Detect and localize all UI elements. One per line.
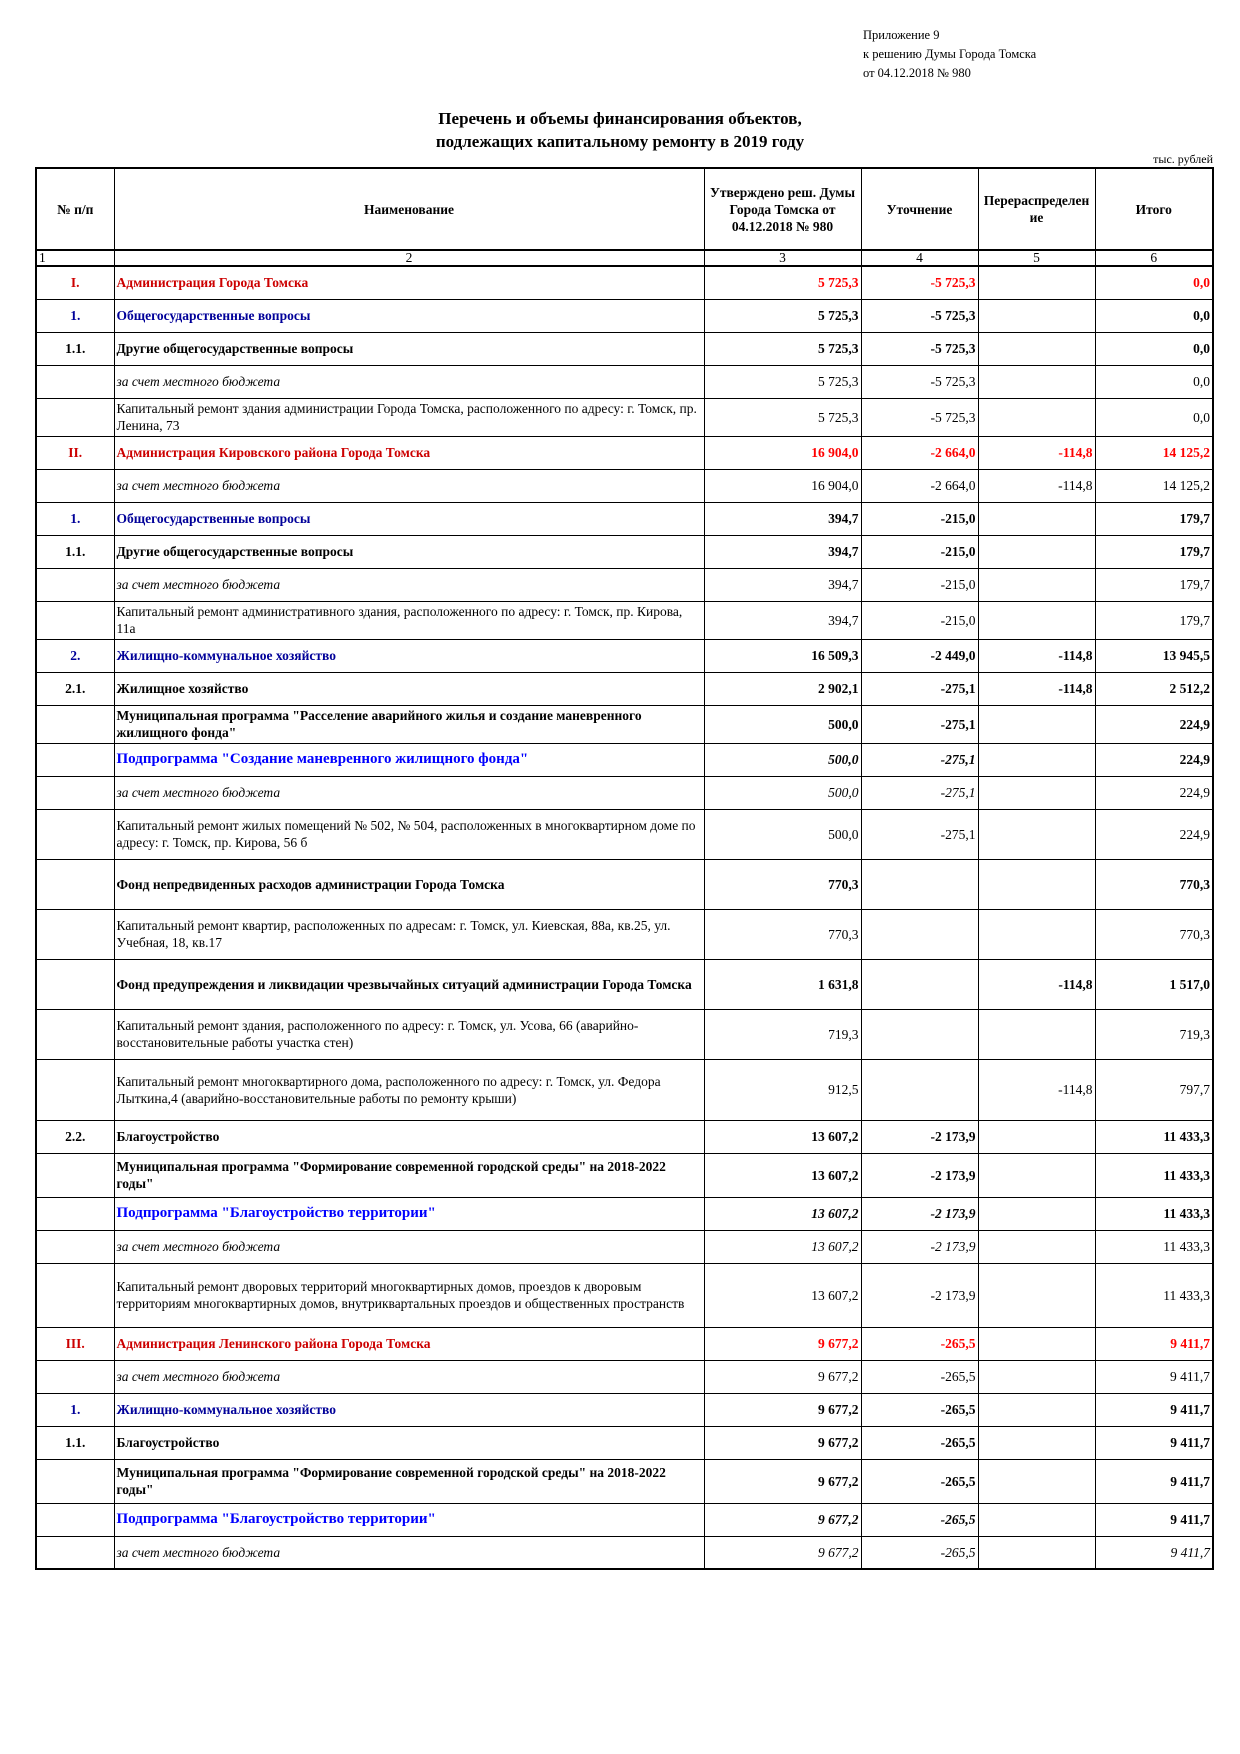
row-approved: 770,3 (704, 909, 861, 959)
row-redistributed (978, 1536, 1095, 1569)
row-total: 9 411,7 (1095, 1426, 1213, 1459)
row-number (36, 365, 114, 398)
row-total: 2 512,2 (1095, 672, 1213, 705)
appendix-line-1: Приложение 9 (863, 28, 940, 42)
row-refined: -215,0 (861, 502, 978, 535)
row-name: Капитальный ремонт жилых помещений № 502, № 504, расположенных в многоквартирном доме по адресу: г. Томск, пр. Кирова, 56 б (114, 809, 704, 859)
appendix-line-2: к решению Думы Города Томска (863, 47, 1037, 61)
row-approved: 500,0 (704, 705, 861, 743)
table-row (36, 1426, 1213, 1459)
appendix-line-3: от 04.12.2018 № 980 (863, 66, 971, 80)
row-approved: 16 904,0 (704, 469, 861, 502)
col-number-1: 1 (36, 250, 114, 266)
table-row (36, 332, 1213, 365)
row-total: 9 411,7 (1095, 1393, 1213, 1426)
row-number: 2.2. (36, 1120, 114, 1153)
row-number (36, 776, 114, 809)
row-refined: -265,5 (861, 1360, 978, 1393)
table-row (36, 859, 1213, 909)
row-refined (861, 1009, 978, 1059)
units-label: тыс. рублей (1153, 152, 1213, 166)
header-col-redistributed: Перераспределение (978, 168, 1095, 250)
table-row (36, 1059, 1213, 1120)
row-approved: 500,0 (704, 776, 861, 809)
row-number (36, 1263, 114, 1327)
row-approved: 1 631,8 (704, 959, 861, 1009)
row-name: Жилищно-коммунальное хозяйство (114, 639, 704, 672)
row-redistributed (978, 909, 1095, 959)
row-redistributed (978, 1360, 1095, 1393)
row-approved: 5 725,3 (704, 299, 861, 332)
row-refined: -215,0 (861, 535, 978, 568)
row-number: 1.1. (36, 1426, 114, 1459)
row-redistributed (978, 776, 1095, 809)
row-total: 0,0 (1095, 266, 1213, 299)
row-approved: 500,0 (704, 809, 861, 859)
row-name: Муниципальная программа "Формирование современной городской среды" на 2018-2022 годы" (114, 1459, 704, 1503)
row-approved: 9 677,2 (704, 1459, 861, 1503)
row-refined (861, 1059, 978, 1120)
header-col-number: № п/п (36, 168, 114, 250)
row-name: Капитальный ремонт дворовых территорий многоквартирных домов, проездов к дворовым территориям многоквартирных домов, внутриквартальных проездов и общественных пространств (114, 1263, 704, 1327)
table-row (36, 1263, 1213, 1327)
row-name: Капитальный ремонт здания, расположенного по адресу: г. Томск, ул. Усова, 66 (аварийно-восстановительные работы участка стен) (114, 1009, 704, 1059)
row-name: Администрация Кировского района Города Томска (114, 436, 704, 469)
row-refined: -265,5 (861, 1459, 978, 1503)
row-number (36, 909, 114, 959)
row-approved: 719,3 (704, 1009, 861, 1059)
row-name: Муниципальная программа "Формирование современной городской среды" на 2018-2022 годы" (114, 1153, 704, 1197)
row-refined: -265,5 (861, 1327, 978, 1360)
row-total: 224,9 (1095, 705, 1213, 743)
col-number-5: 5 (978, 250, 1095, 266)
row-redistributed: -114,8 (978, 959, 1095, 1009)
row-total: 11 433,3 (1095, 1197, 1213, 1230)
row-total: 0,0 (1095, 299, 1213, 332)
row-redistributed (978, 365, 1095, 398)
table-row (36, 1009, 1213, 1059)
table-row (36, 568, 1213, 601)
row-redistributed (978, 1327, 1095, 1360)
column-number-row (36, 250, 1213, 266)
table-row (36, 502, 1213, 535)
row-refined (861, 909, 978, 959)
row-number (36, 1360, 114, 1393)
row-redistributed (978, 705, 1095, 743)
row-refined: -275,1 (861, 776, 978, 809)
row-total: 14 125,2 (1095, 469, 1213, 502)
row-name: Благоустройство (114, 1120, 704, 1153)
row-name: Фонд непредвиденных расходов администрации Города Томска (114, 859, 704, 909)
row-number (36, 743, 114, 776)
row-total: 9 411,7 (1095, 1536, 1213, 1569)
row-approved: 5 725,3 (704, 266, 861, 299)
row-number (36, 1009, 114, 1059)
table-row (36, 1536, 1213, 1569)
financing-table (35, 167, 1214, 1570)
row-name: Подпрограмма "Благоустройство территории" (114, 1197, 704, 1230)
row-name: Жилищное хозяйство (114, 672, 704, 705)
row-total: 11 433,3 (1095, 1120, 1213, 1153)
document-title-line-1: Перечень и объемы финансирования объектов, (438, 109, 802, 128)
row-redistributed (978, 1503, 1095, 1536)
row-name: Общегосударственные вопросы (114, 299, 704, 332)
row-approved: 5 725,3 (704, 365, 861, 398)
row-total: 224,9 (1095, 809, 1213, 859)
row-total: 9 411,7 (1095, 1327, 1213, 1360)
row-total: 14 125,2 (1095, 436, 1213, 469)
row-redistributed: -114,8 (978, 1059, 1095, 1120)
row-number (36, 809, 114, 859)
row-redistributed (978, 1230, 1095, 1263)
row-approved: 13 607,2 (704, 1153, 861, 1197)
row-redistributed (978, 1263, 1095, 1327)
row-number (36, 1197, 114, 1230)
row-refined: -5 725,3 (861, 299, 978, 332)
row-approved: 9 677,2 (704, 1426, 861, 1459)
row-total: 11 433,3 (1095, 1263, 1213, 1327)
row-redistributed: -114,8 (978, 672, 1095, 705)
row-approved: 13 607,2 (704, 1263, 861, 1327)
row-number (36, 1459, 114, 1503)
row-refined: -275,1 (861, 809, 978, 859)
row-approved: 9 677,2 (704, 1536, 861, 1569)
row-redistributed (978, 1459, 1095, 1503)
row-redistributed (978, 398, 1095, 436)
row-refined: -215,0 (861, 568, 978, 601)
row-redistributed (978, 299, 1095, 332)
table-row (36, 639, 1213, 672)
table-row (36, 959, 1213, 1009)
row-refined: -275,1 (861, 672, 978, 705)
row-total: 179,7 (1095, 568, 1213, 601)
row-name: за счет местного бюджета (114, 568, 704, 601)
row-number (36, 1536, 114, 1569)
row-total: 179,7 (1095, 535, 1213, 568)
row-number: 1.1. (36, 332, 114, 365)
row-total: 224,9 (1095, 776, 1213, 809)
table-row (36, 1197, 1213, 1230)
row-refined: -265,5 (861, 1536, 978, 1569)
row-total: 770,3 (1095, 909, 1213, 959)
table-row (36, 776, 1213, 809)
row-approved: 16 904,0 (704, 436, 861, 469)
row-refined: -5 725,3 (861, 266, 978, 299)
row-name: Муниципальная программа "Расселение аварийного жилья и создание маневренного жилищного фонда" (114, 705, 704, 743)
table-row (36, 601, 1213, 639)
row-approved: 5 725,3 (704, 332, 861, 365)
row-name: Капитальный ремонт здания администрации Города Томска, расположенного по адресу: г. Томск, пр. Ленина, 73 (114, 398, 704, 436)
row-total: 9 411,7 (1095, 1459, 1213, 1503)
row-redistributed (978, 859, 1095, 909)
table-row (36, 672, 1213, 705)
row-number (36, 568, 114, 601)
row-refined: -215,0 (861, 601, 978, 639)
row-redistributed (978, 809, 1095, 859)
row-number (36, 1153, 114, 1197)
row-refined: -2 173,9 (861, 1120, 978, 1153)
row-number: 1. (36, 502, 114, 535)
row-number: 2.1. (36, 672, 114, 705)
row-total: 11 433,3 (1095, 1230, 1213, 1263)
row-redistributed (978, 266, 1095, 299)
row-number (36, 705, 114, 743)
row-refined: -265,5 (861, 1503, 978, 1536)
row-redistributed: -114,8 (978, 436, 1095, 469)
table-row (36, 398, 1213, 436)
row-redistributed (978, 1120, 1095, 1153)
row-name: за счет местного бюджета (114, 1230, 704, 1263)
row-approved: 9 677,2 (704, 1327, 861, 1360)
row-refined: -2 664,0 (861, 436, 978, 469)
row-total: 0,0 (1095, 398, 1213, 436)
row-name: Администрация Города Томска (114, 266, 704, 299)
row-number (36, 469, 114, 502)
row-number (36, 1503, 114, 1536)
row-number: 2. (36, 639, 114, 672)
col-number-2: 2 (114, 250, 704, 266)
row-total: 1 517,0 (1095, 959, 1213, 1009)
row-refined: -5 725,3 (861, 398, 978, 436)
table-row (36, 1459, 1213, 1503)
row-redistributed (978, 1009, 1095, 1059)
row-name: за счет местного бюджета (114, 365, 704, 398)
table-row (36, 1153, 1213, 1197)
row-name: Жилищно-коммунальное хозяйство (114, 1393, 704, 1426)
row-approved: 394,7 (704, 601, 861, 639)
table-row (36, 1393, 1213, 1426)
row-refined: -2 449,0 (861, 639, 978, 672)
row-total: 11 433,3 (1095, 1153, 1213, 1197)
header-col-name: Наименование (114, 168, 704, 250)
row-total: 0,0 (1095, 332, 1213, 365)
col-number-6: 6 (1095, 250, 1213, 266)
row-refined: -275,1 (861, 705, 978, 743)
table-row (36, 1230, 1213, 1263)
row-approved: 9 677,2 (704, 1503, 861, 1536)
row-number (36, 1059, 114, 1120)
row-refined: -2 173,9 (861, 1263, 978, 1327)
row-name: Другие общегосударственные вопросы (114, 535, 704, 568)
row-total: 9 411,7 (1095, 1360, 1213, 1393)
row-name: Благоустройство (114, 1426, 704, 1459)
row-name: Фонд предупреждения и ликвидации чрезвычайных ситуаций администрации Города Томска (114, 959, 704, 1009)
table-row (36, 743, 1213, 776)
row-approved: 912,5 (704, 1059, 861, 1120)
row-name: за счет местного бюджета (114, 776, 704, 809)
row-approved: 394,7 (704, 535, 861, 568)
row-approved: 5 725,3 (704, 398, 861, 436)
row-refined (861, 959, 978, 1009)
table-row (36, 535, 1213, 568)
row-refined: -2 664,0 (861, 469, 978, 502)
row-approved: 2 902,1 (704, 672, 861, 705)
row-number (36, 601, 114, 639)
row-name: за счет местного бюджета (114, 1536, 704, 1569)
row-name: Капитальный ремонт многоквартирного дома, расположенного по адресу: г. Томск, ул. Федора Лыткина,4 (аварийно-восстановительные работы по ремонту крыши) (114, 1059, 704, 1120)
row-total: 719,3 (1095, 1009, 1213, 1059)
row-refined: -2 173,9 (861, 1153, 978, 1197)
row-name: Подпрограмма "Создание маневренного жилищного фонда" (114, 743, 704, 776)
row-refined: -275,1 (861, 743, 978, 776)
row-redistributed (978, 332, 1095, 365)
table-row (36, 1120, 1213, 1153)
table-row (36, 469, 1213, 502)
row-approved: 13 607,2 (704, 1120, 861, 1153)
row-approved: 9 677,2 (704, 1393, 861, 1426)
row-redistributed: -114,8 (978, 639, 1095, 672)
table-row (36, 266, 1213, 299)
row-approved: 394,7 (704, 502, 861, 535)
row-number: II. (36, 436, 114, 469)
row-total: 179,7 (1095, 601, 1213, 639)
row-refined: -5 725,3 (861, 332, 978, 365)
row-approved: 770,3 (704, 859, 861, 909)
row-redistributed (978, 1197, 1095, 1230)
row-total: 770,3 (1095, 859, 1213, 909)
row-approved: 9 677,2 (704, 1360, 861, 1393)
table-row (36, 436, 1213, 469)
table-row (36, 365, 1213, 398)
row-name: Капитальный ремонт квартир, расположенных по адресам: г. Томск, ул. Киевская, 88а, кв.25, ул. Учебная, 18, кв.17 (114, 909, 704, 959)
row-refined: -5 725,3 (861, 365, 978, 398)
row-redistributed (978, 1426, 1095, 1459)
row-total: 179,7 (1095, 502, 1213, 535)
row-number (36, 398, 114, 436)
row-name: Администрация Ленинского района Города Томска (114, 1327, 704, 1360)
row-name: Другие общегосударственные вопросы (114, 332, 704, 365)
row-number: 1.1. (36, 535, 114, 568)
row-refined (861, 859, 978, 909)
table-row (36, 1327, 1213, 1360)
row-redistributed (978, 743, 1095, 776)
row-number: I. (36, 266, 114, 299)
table-row (36, 1503, 1213, 1536)
header-col-approved: Утверждено реш. Думы Города Томска от 04.12.2018 № 980 (704, 168, 861, 250)
row-approved: 16 509,3 (704, 639, 861, 672)
document-title-line-2: подлежащих капитальному ремонту в 2019 году (435, 132, 805, 151)
row-refined: -2 173,9 (861, 1230, 978, 1263)
table-row (36, 909, 1213, 959)
row-name: Подпрограмма "Благоустройство территории" (114, 1503, 704, 1536)
row-redistributed (978, 1153, 1095, 1197)
row-refined: -265,5 (861, 1426, 978, 1459)
row-name: за счет местного бюджета (114, 1360, 704, 1393)
row-approved: 500,0 (704, 743, 861, 776)
table-row (36, 299, 1213, 332)
header-col-total: Итого (1095, 168, 1213, 250)
row-redistributed (978, 601, 1095, 639)
row-redistributed (978, 535, 1095, 568)
document-title (0, 107, 1240, 153)
table-row (36, 705, 1213, 743)
row-total: 224,9 (1095, 743, 1213, 776)
row-name: Общегосударственные вопросы (114, 502, 704, 535)
row-redistributed: -114,8 (978, 469, 1095, 502)
col-number-4: 4 (861, 250, 978, 266)
row-number (36, 1230, 114, 1263)
header-col-refined: Уточнение (861, 168, 978, 250)
row-number (36, 859, 114, 909)
col-number-3: 3 (704, 250, 861, 266)
row-number (36, 959, 114, 1009)
row-total: 9 411,7 (1095, 1503, 1213, 1536)
row-refined: -265,5 (861, 1393, 978, 1426)
row-name: за счет местного бюджета (114, 469, 704, 502)
row-name: Капитальный ремонт административного здания, расположенного по адресу: г. Томск, пр. Кирова, 11а (114, 601, 704, 639)
table-header-row (36, 168, 1213, 250)
row-total: 13 945,5 (1095, 639, 1213, 672)
row-refined: -2 173,9 (861, 1197, 978, 1230)
table-row (36, 1360, 1213, 1393)
table-row (36, 809, 1213, 859)
row-approved: 13 607,2 (704, 1197, 861, 1230)
row-number: III. (36, 1327, 114, 1360)
row-number: 1. (36, 299, 114, 332)
row-number: 1. (36, 1393, 114, 1426)
row-redistributed (978, 568, 1095, 601)
row-approved: 394,7 (704, 568, 861, 601)
row-approved: 13 607,2 (704, 1230, 861, 1263)
row-redistributed (978, 502, 1095, 535)
appendix-header (863, 26, 1036, 83)
row-redistributed (978, 1393, 1095, 1426)
row-total: 797,7 (1095, 1059, 1213, 1120)
row-total: 0,0 (1095, 365, 1213, 398)
